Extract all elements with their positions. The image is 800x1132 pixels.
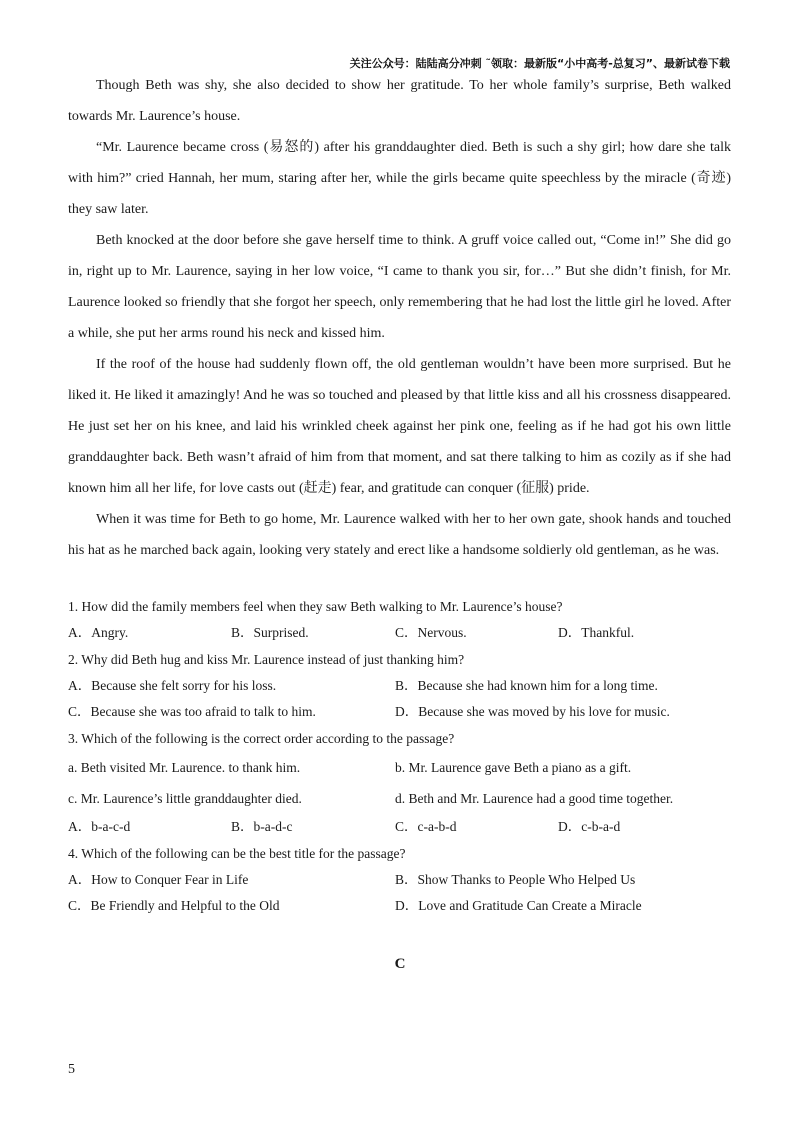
question-3-option-d: D．c-b-a-d	[558, 819, 621, 834]
question-4-option-b: B．Show Thanks to People Who Helped Us	[395, 872, 636, 887]
question-2-stem: 2. Why did Beth hug and kiss Mr. Laurence instead of just thanking him?	[68, 652, 465, 667]
question-3-events-row-1	[68, 752, 731, 783]
question-4-stem: 4. Which of the following can be the best title for the passage?	[68, 846, 406, 861]
question-2-options-row-1	[68, 673, 731, 699]
question-1-options	[68, 620, 731, 646]
question-3-event-b: b. Mr. Laurence gave Beth a piano as a gift.	[395, 760, 632, 775]
question-3-option-a: A．b-a-c-d	[68, 819, 131, 834]
passage-paragraph: Though Beth was shy, she also decided to show her gratitude. To her whole family’s surprise, Beth walked towards Mr. Laurence’s house.	[68, 78, 731, 124]
question-1-option-c: C．Nervous.	[395, 625, 467, 640]
passage-paragraph: When it was time for Beth to go home, Mr. Laurence walked with her to her own gate, shook hands and touched his hat as he marched back again, looking very stately and erect like a handsome soldierly old gentleman, as he was.	[68, 512, 731, 558]
question-3-events-row-2	[68, 783, 731, 814]
question-3-event-a: a. Beth visited Mr. Laurence. to thank him.	[68, 760, 301, 775]
question-1-stem: 1. How did the family members feel when they saw Beth walking to Mr. Laurence’s house?	[68, 599, 563, 614]
section-label: C	[394, 956, 406, 972]
question-3-options	[68, 814, 731, 840]
question-4-option-d: D．Love and Gratitude Can Create a Miracle	[395, 898, 642, 913]
question-3-option-c: C．c-a-b-d	[395, 819, 457, 834]
question-2-option-b: B．Because she had known him for a long time.	[395, 678, 658, 693]
page-header-banner: 关注公众号：陆陆高分冲刺 ˜领取：最新版“小中高考-总复习”、最新试卷下载	[349, 57, 730, 70]
question-2-option-a: A．Because she felt sorry for his loss.	[68, 678, 277, 693]
passage-paragraph: If the roof of the house had suddenly flown off, the old gentleman wouldn’t have been more surprised. But he liked it. He liked it amazingly! And he was so touched and pleased by that little kiss and all his crossness disappeared. He just set her on his knee, and laid his wrinkled cheek against her pink one, feeling as if he had got his own little granddaughter back. Beth wasn’t afraid of him from that moment, and sat there talking to him as cozily as if she had known him all her life, for love casts out (赶走) fear, and gratitude can conquer (征服) pride.	[68, 357, 731, 496]
question-3-stem: 3. Which of the following is the correct order according to the passage?	[68, 731, 455, 746]
reading-passage	[68, 70, 731, 566]
page-number: 5	[68, 1062, 75, 1077]
question-1-option-a: A．Angry.	[68, 625, 129, 640]
passage-paragraph: “Mr. Laurence became cross (易怒的) after his granddaughter died. Beth is such a shy girl; how dare she talk with him?” cried Hannah, her mum, staring after her, while the girls became quite speechless by the miracle (奇迹) they saw later.	[68, 140, 731, 217]
question-list	[68, 593, 731, 919]
question-3-event-c: c. Mr. Laurence’s little granddaughter died.	[68, 791, 302, 806]
question-1-option-d: D．Thankful.	[558, 625, 635, 640]
question-4-options-row-1	[68, 867, 731, 893]
question-1-option-b: B．Surprised.	[231, 625, 309, 640]
question-2-options-row-2	[68, 699, 731, 725]
question-4-options-row-2	[68, 893, 731, 919]
passage-paragraph: Beth knocked at the door before she gave herself time to think. A gruff voice called out, “Come in!” She did go in, right up to Mr. Laurence, saying in her low voice, “I came to thank you sir, for…” But she didn’t finish, for Mr. Laurence looked so friendly that she forgot her speech, only remembering that he had lost the little girl he loved. After a while, she put her arms round his neck and kissed him.	[68, 233, 731, 341]
question-3-option-b: B．b-a-d-c	[231, 819, 293, 834]
question-4-option-a: A．How to Conquer Fear in Life	[68, 872, 249, 887]
question-3-event-d: d. Beth and Mr. Laurence had a good time together.	[395, 791, 674, 806]
question-2-option-d: D．Because she was moved by his love for music.	[395, 704, 670, 719]
question-4-option-c: C．Be Friendly and Helpful to the Old	[68, 898, 280, 913]
question-2-option-c: C．Because she was too afraid to talk to him.	[68, 704, 316, 719]
